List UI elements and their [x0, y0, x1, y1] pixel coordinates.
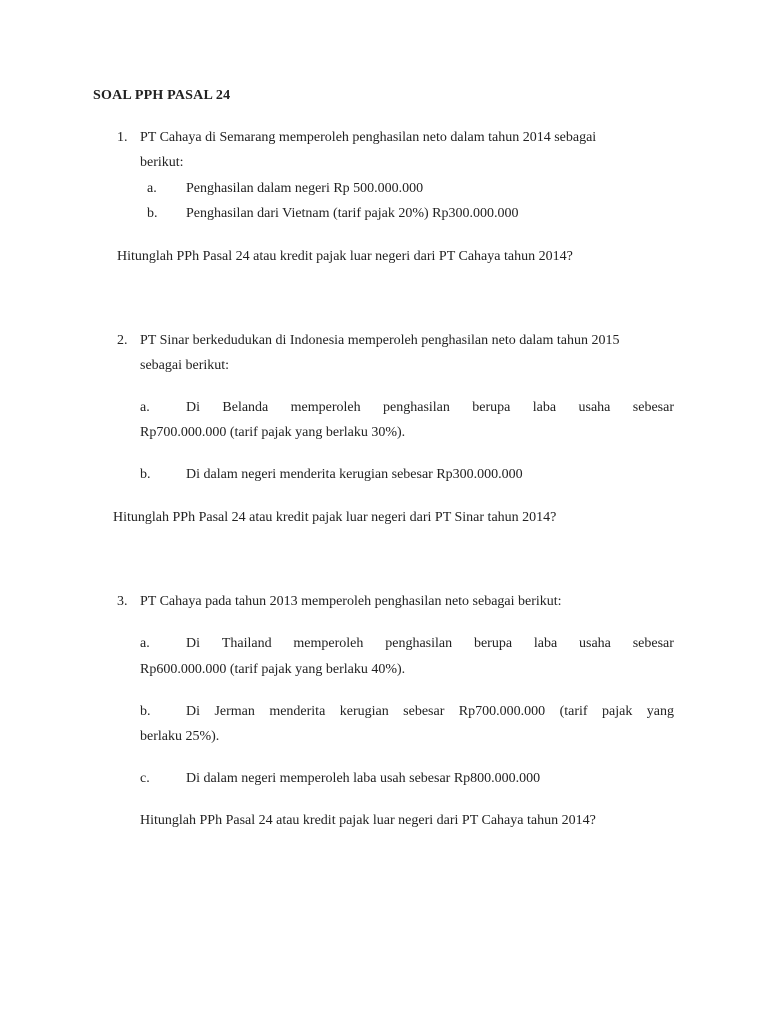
question-prompt: Hitunglah PPh Pasal 24 atau kredit pajak luar negeri dari PT Cahaya tahun 2014? [117, 249, 573, 264]
item-marker: a. [140, 636, 150, 651]
word: Di [186, 704, 200, 719]
word: berupa [473, 636, 513, 651]
item-text: Di dalam negeri menderita kerugian sebesar Rp300.000.000 [186, 467, 523, 482]
item-marker: b. [140, 704, 151, 719]
item-text-cont: Rp600.000.000 (tarif pajak yang berlaku 40%). [140, 662, 406, 677]
word: penghasilan [385, 636, 453, 651]
word: sebesar [403, 704, 445, 719]
word: penghasilan [383, 400, 450, 415]
question-text-cont: sebagai berikut: [140, 358, 230, 373]
word: (tarif [559, 704, 588, 719]
item-text-cont: Rp700.000.000 (tarif pajak yang berlaku 30%). [140, 425, 406, 440]
item-text: Di dalam negeri memperoleh laba usah sebesar Rp800.000.000 [186, 771, 541, 786]
word: laba [532, 400, 557, 415]
word: usaha [578, 400, 611, 415]
word: menderita [269, 704, 326, 719]
item-text: Penghasilan dalam negeri Rp 500.000.000 [186, 181, 424, 196]
item-text-justified [186, 400, 674, 416]
item-marker: c. [140, 771, 150, 786]
item-marker: b. [147, 206, 158, 221]
word: sebesar [632, 636, 674, 651]
word: Jerman [214, 704, 255, 719]
item-text-justified [186, 636, 674, 652]
item-text-justified [186, 704, 674, 720]
question-number: 3. [117, 594, 128, 609]
item-marker: a. [147, 181, 157, 196]
word: Thailand [221, 636, 272, 651]
question-number: 2. [117, 333, 128, 348]
item-marker: b. [140, 467, 151, 482]
word: Rp700.000.000 [458, 704, 546, 719]
question-prompt: Hitunglah PPh Pasal 24 atau kredit pajak luar negeri dari PT Sinar tahun 2014? [113, 510, 557, 525]
word: memperoleh [293, 636, 364, 651]
word: memperoleh [290, 400, 361, 415]
question-text: PT Cahaya pada tahun 2013 memperoleh penghasilan neto sebagai berikut: [140, 594, 562, 609]
question-prompt: Hitunglah PPh Pasal 24 atau kredit pajak luar negeri dari PT Cahaya tahun 2014? [140, 813, 596, 828]
word: sebesar [632, 400, 674, 415]
item-marker: a. [140, 400, 150, 415]
item-text-cont: berlaku 25%). [140, 729, 220, 744]
question-text: PT Cahaya di Semarang memperoleh penghasilan neto dalam tahun 2014 sebagai [140, 130, 597, 145]
document-title: SOAL PPH PASAL 24 [93, 88, 231, 103]
word: yang [646, 704, 674, 719]
word: Belanda [222, 400, 269, 415]
word: kerugian [339, 704, 389, 719]
word: usaha [579, 636, 611, 651]
item-text: Penghasilan dari Vietnam (tarif pajak 20%) Rp300.000.000 [186, 206, 519, 221]
word: berupa [472, 400, 511, 415]
word: laba [533, 636, 558, 651]
word: Di [186, 636, 200, 651]
word: pajak [602, 704, 633, 719]
question-text-cont: berikut: [140, 155, 184, 170]
question-number: 1. [117, 130, 128, 145]
word: Di [186, 400, 200, 415]
question-text: PT Sinar berkedudukan di Indonesia memperoleh penghasilan neto dalam tahun 2015 [140, 333, 620, 348]
